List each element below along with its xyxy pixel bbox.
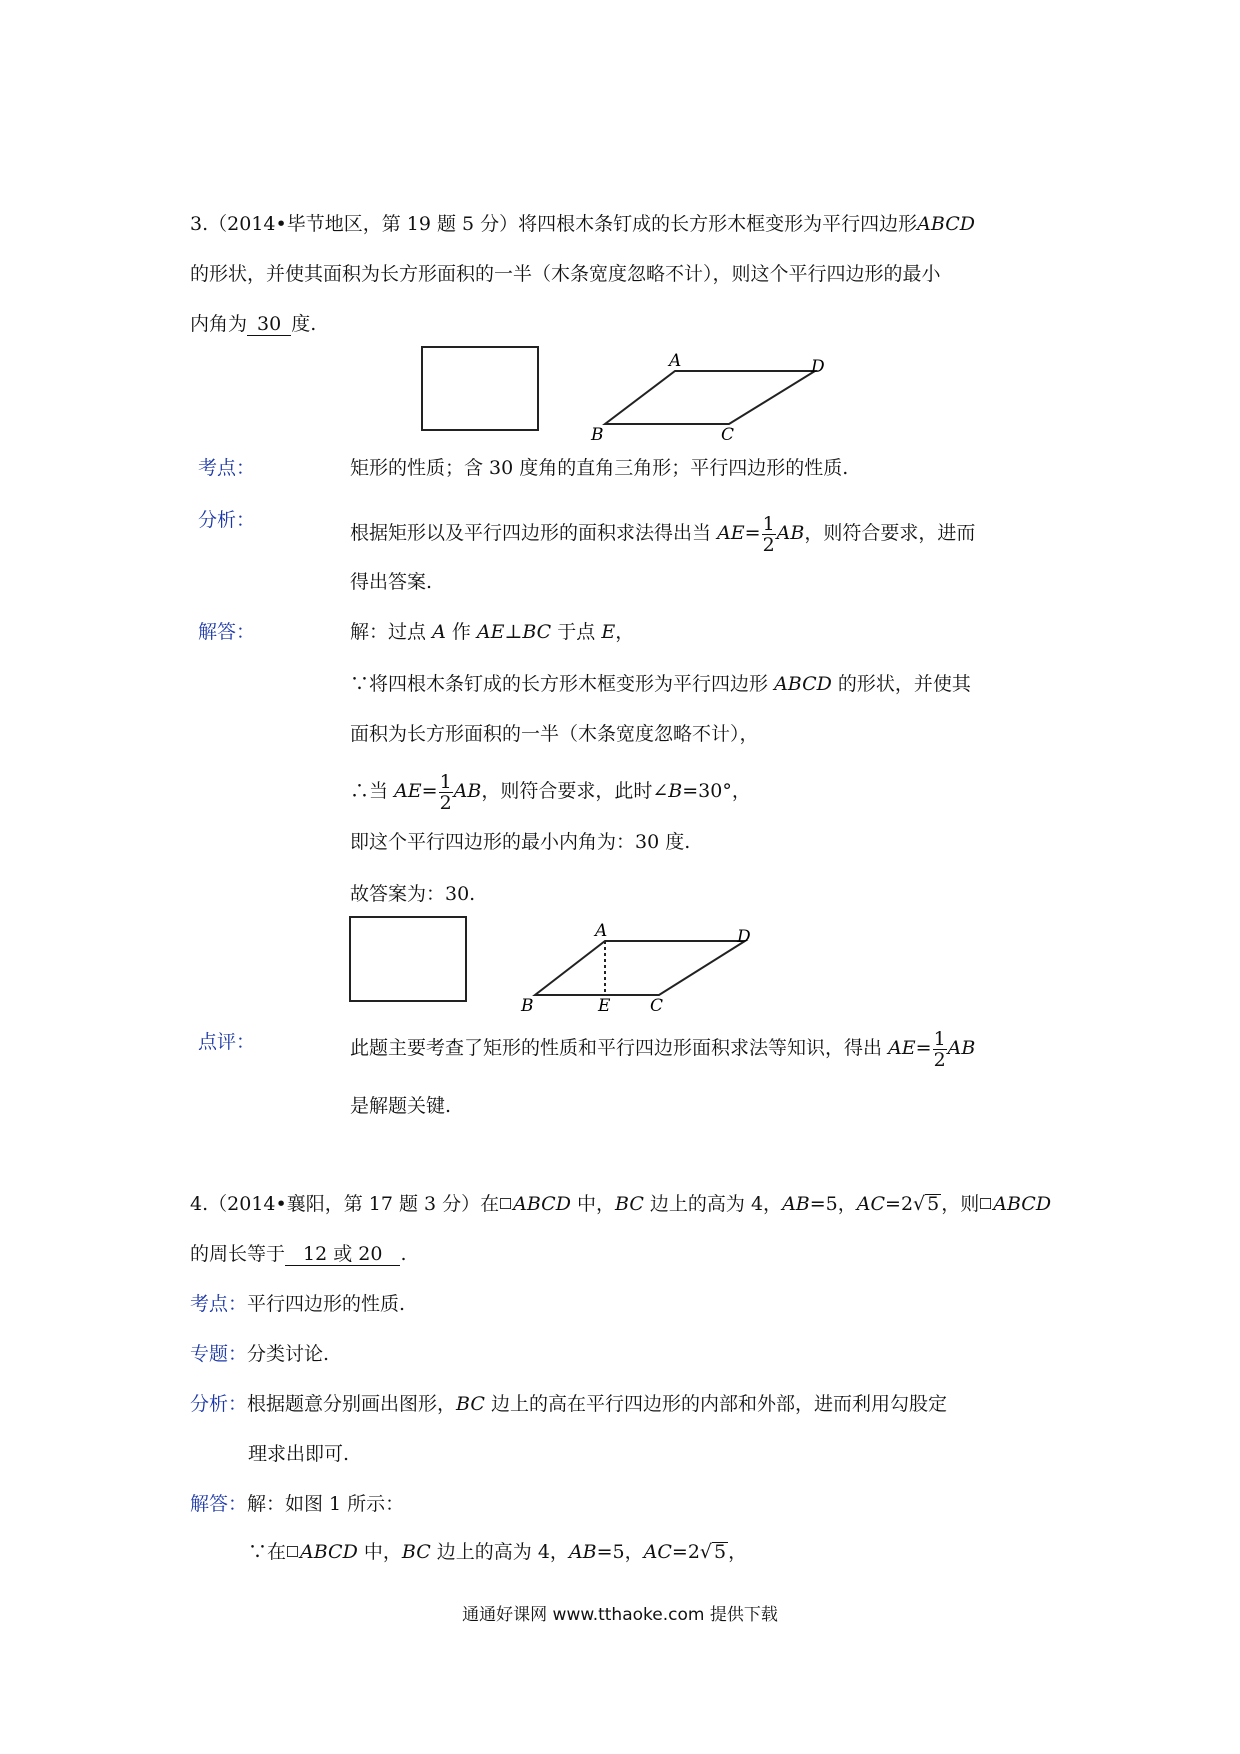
q4-zhuanti: 专题：分类讨论. <box>190 1343 330 1365</box>
q3-figure-rectangle <box>420 345 545 435</box>
q4-number: 4. <box>190 1193 209 1215</box>
q4-stem-line-2: 的周长等于 12 或 20 . <box>190 1243 407 1265</box>
sqrt-icon: √ <box>913 1193 926 1215</box>
q4-fenxi-label: 分析： <box>190 1393 248 1415</box>
label-d: D <box>811 357 825 377</box>
q3-fenxi-label: 分析： <box>198 509 256 531</box>
q3-stem-line-3: 内角为 30 度. <box>190 313 317 335</box>
label-a: A <box>595 921 608 941</box>
q3-stem-line-2: 的形状，并使其面积为长方形面积的一半（木条宽度忽略不计），则这个平行四边形的最小 <box>190 263 941 285</box>
label-c: C <box>721 425 735 445</box>
q3-jieda-line-4: ∴当 AE= $\frac{1}{2}$ AB，则符合要求，此时∠B=30°， <box>350 770 751 814</box>
q3-jieda-line-5: 即这个平行四边形的最小内角为：30 度. <box>350 831 691 853</box>
label-c: C <box>650 996 664 1015</box>
q4-jieda-line-2: ∵在 ABCD 中，BC 边上的高为 4，AB=5，AC=2√ 5 ， <box>248 1541 748 1563</box>
q3-kaodian-label: 考点： <box>198 457 256 479</box>
q4-stem-line-1: 4.（2014•襄阳，第 17 题 3 分）在 ABCD 中，BC 边上的高为 4，AB=5，AC=2√ 5 ，则 ABCD <box>190 1193 1052 1215</box>
q3-dianping-line-1: 此题主要考查了矩形的性质和平行四边形面积求法等知识，得出 AE= $\frac{1}{2}$ AB <box>350 1027 976 1071</box>
q3-stem-line-1: 3.（2014•毕节地区，第 19 题 5 分）将四根木条钉成的长方形木框变形为平行四边形ABCD <box>190 213 975 235</box>
sqrt-icon: √ <box>699 1541 713 1563</box>
q4-kaodian-label: 考点： <box>190 1293 248 1315</box>
q3-figure-parallelogram <box>585 345 835 445</box>
q3-jieda-line-6: 故答案为：30. <box>350 883 476 905</box>
q4-answer-blank: 12 或 20 <box>285 1243 400 1266</box>
q3-fenxi-line-1: 根据矩形以及平行四边形的面积求法得出当 AE= $\frac{1}{2}$ AB，则符合要求，进而 <box>350 512 976 556</box>
fraction-one-half: $\frac{1}{2}$ <box>762 512 775 556</box>
q4-fenxi-line-2: 理求出即可. <box>248 1443 350 1465</box>
q3-jieda-line-3: 面积为长方形面积的一半（木条宽度忽略不计）， <box>350 723 759 745</box>
q4-zhuanti-label: 专题： <box>190 1343 248 1365</box>
q3-source: （2014•毕节地区，第 19 题 5 分） <box>208 213 519 235</box>
q3-solution-rectangle <box>348 915 473 1005</box>
q4-jieda-label: 解答： <box>190 1493 248 1515</box>
q4-fenxi-line-1: 分析：根据题意分别画出图形，BC 边上的高在平行四边形的内部和外部，进而利用勾股定 <box>190 1393 947 1415</box>
q3-number: 3. <box>190 213 209 235</box>
q4-jieda-line-1: 解答：解：如图 1 所示： <box>190 1493 405 1515</box>
label-d: D <box>737 927 751 947</box>
q4-source: （2014•襄阳，第 17 题 3 分） <box>208 1193 481 1215</box>
parallelogram-symbol-icon <box>287 1546 298 1557</box>
q4-kaodian: 考点：平行四边形的性质. <box>190 1293 406 1315</box>
parallelogram-symbol-icon <box>980 1198 991 1209</box>
fraction-one-half: $\frac{1}{2}$ <box>439 770 452 814</box>
label-e: E <box>598 996 611 1015</box>
label-a: A <box>669 351 682 371</box>
label-b: B <box>521 996 534 1015</box>
label-b: B <box>591 425 604 445</box>
parallelogram-symbol-icon <box>500 1198 511 1209</box>
q3-dianping-line-2: 是解题关键. <box>350 1095 452 1117</box>
q3-dianping-label: 点评： <box>198 1031 256 1053</box>
q3-kaodian-text: 矩形的性质；含 30 度角的直角三角形；平行四边形的性质. <box>350 457 849 479</box>
q3-fenxi-line-2: 得出答案. <box>350 571 433 593</box>
q3-answer-blank: 30 <box>247 313 291 336</box>
page-footer: 通通好课网 www.tthaoke.com 提供下载 <box>462 1605 778 1625</box>
q3-solution-parallelogram <box>515 915 765 1015</box>
q3-jieda-line-2: ∵将四根木条钉成的长方形木框变形为平行四边形 ABCD 的形状，并使其 <box>350 673 971 695</box>
q3-jieda-label: 解答： <box>198 621 256 643</box>
q3-jieda-line-1: 解：过点 A 作 AE⊥BC 于点 E， <box>350 621 635 643</box>
fraction-one-half: $\frac{1}{2}$ <box>933 1027 946 1071</box>
